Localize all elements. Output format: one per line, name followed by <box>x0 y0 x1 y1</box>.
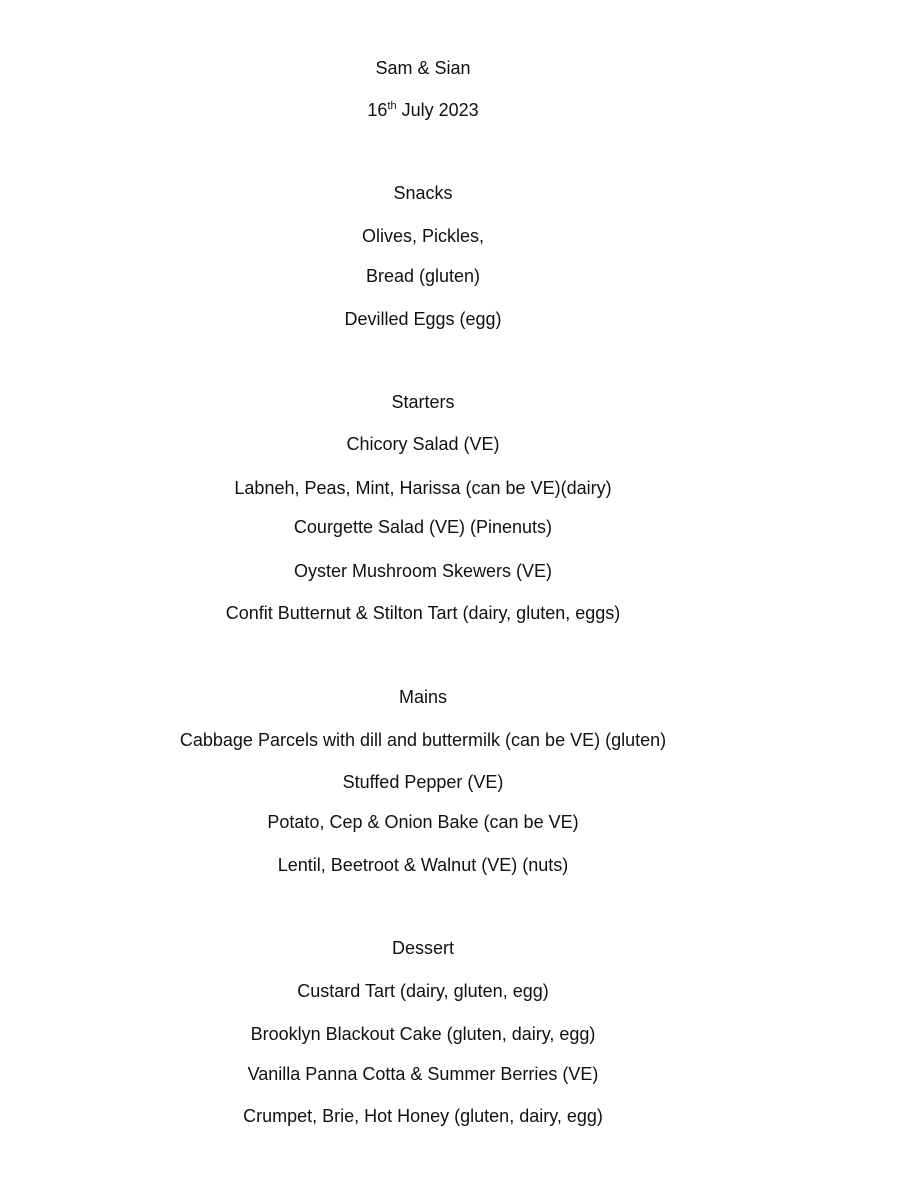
snack-item: Olives, Pickles, <box>361 226 485 246</box>
section-title-starters: Starters <box>391 392 455 412</box>
main-item: Cabbage Parcels with dill and buttermilk (can be VE) (gluten) <box>179 730 667 750</box>
couple-names: Sam & Sian <box>375 58 471 78</box>
main-item: Lentil, Beetroot & Walnut (VE) (nuts) <box>277 855 569 875</box>
date-suffix: th <box>387 100 397 112</box>
dessert-item: Vanilla Panna Cotta & Summer Berries (VE) <box>247 1064 599 1084</box>
starter-item: Confit Butternut & Stilton Tart (dairy, gluten, eggs) <box>225 603 621 623</box>
snack-item: Devilled Eggs (egg) <box>344 309 502 329</box>
event-date <box>0 99 846 121</box>
date-rest: July 2023 <box>396 100 479 120</box>
snack-item: Bread (gluten) <box>365 266 481 286</box>
section-title-snacks: Snacks <box>393 183 453 203</box>
dessert-item: Crumpet, Brie, Hot Honey (gluten, dairy, egg) <box>243 1106 603 1126</box>
starter-item: Courgette Salad (VE) (Pinenuts) <box>293 517 553 537</box>
starter-item: Oyster Mushroom Skewers (VE) <box>293 561 553 581</box>
starter-item: Chicory Salad (VE) <box>346 434 500 454</box>
dessert-item: Brooklyn Blackout Cake (gluten, dairy, egg) <box>250 1024 596 1044</box>
section-title-mains: Mains <box>398 687 447 707</box>
main-item: Stuffed Pepper (VE) <box>342 772 504 792</box>
section-title-dessert: Dessert <box>391 938 454 958</box>
date-day: 16 <box>367 100 388 120</box>
dessert-item: Custard Tart (dairy, gluten, egg) <box>297 981 549 1001</box>
starter-item: Labneh, Peas, Mint, Harissa (can be VE)(dairy) <box>234 478 612 498</box>
main-item: Potato, Cep & Onion Bake (can be VE) <box>267 812 579 832</box>
